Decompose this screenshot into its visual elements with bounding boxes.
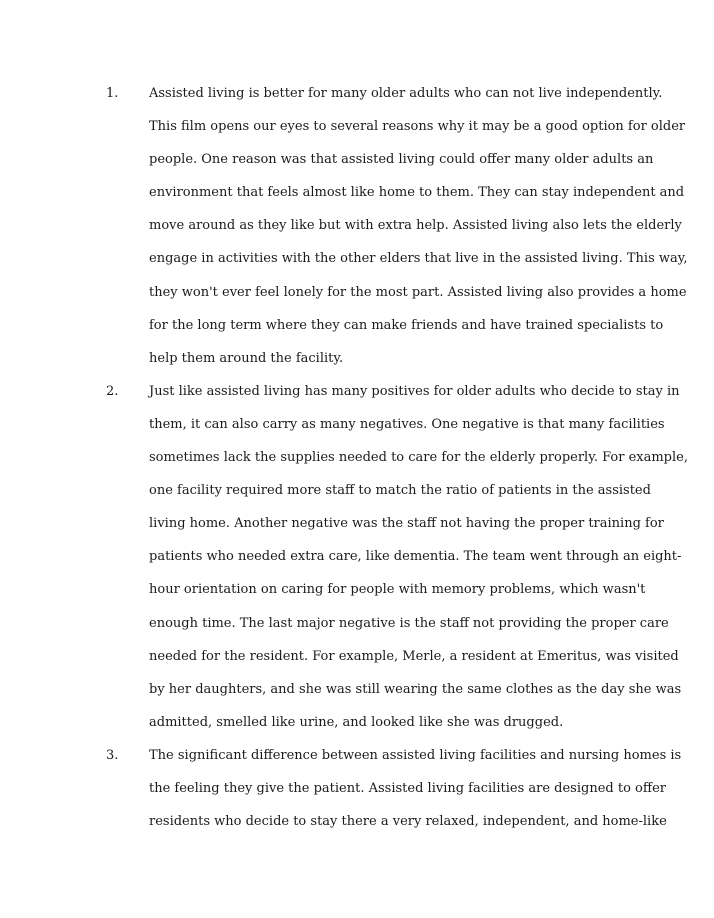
text-line: by her daughters, and she was still wearing the same clothes as the day she was (149, 681, 682, 697)
text-line: move around as they like but with extra help. Assisted living also lets the elderly (149, 218, 682, 234)
list-item-2 (0, 375, 714, 739)
text-line: them, it can also carry as many negatives. One negative is that many facilities (149, 416, 665, 432)
text-line: people. One reason was that assisted living could offer many older adults an (149, 152, 654, 168)
text-line: for the long term where they can make friends and have trained specialists to (149, 317, 664, 333)
text-line: residents who decide to stay there a very relaxed, independent, and home-like (149, 814, 667, 830)
text-line: living home. Another negative was the staff not having the proper training for (149, 516, 664, 532)
text-line: This film opens our eyes to several reasons why it may be a good option for older (149, 119, 686, 135)
text-line: they won't ever feel lonely for the most part. Assisted living also provides a home (149, 284, 687, 300)
text-line: enough time. The last major negative is the staff not providing the proper care (149, 615, 669, 631)
text-line: one facility required more staff to match the ratio of patients in the assisted (149, 483, 651, 499)
text-line: environment that feels almost like home to them. They can stay independent and (149, 185, 685, 201)
list-number: 1. (106, 86, 119, 101)
text-line: sometimes lack the supplies needed to care for the elderly properly. For example, (149, 450, 688, 466)
text-line: help them around the facility. (149, 350, 344, 366)
text-line: The significant difference between assisted living facilities and nursing homes is (149, 747, 682, 763)
numbered-list (0, 77, 714, 838)
text-line: needed for the resident. For example, Merle, a resident at Emeritus, was visited (149, 648, 679, 664)
text-line: Assisted living is better for many older adults who can not live independently. (149, 86, 663, 101)
text-line: patients who needed extra care, like dementia. The team went through an eight- (149, 549, 682, 565)
text-line: the feeling they give the patient. Assisted living facilities are designed to offer (149, 780, 667, 796)
list-item-3 (0, 739, 714, 838)
list-item-1 (0, 77, 714, 375)
text-line: hour orientation on caring for people with memory problems, which wasn't (149, 582, 646, 598)
list-number: 3. (106, 747, 119, 763)
text-line: engage in activities with the other elders that live in the assisted living. This way, (149, 251, 688, 267)
text-line: Just like assisted living has many positives for older adults who decide to stay in (149, 383, 680, 399)
list-number: 2. (106, 383, 119, 399)
text-line: admitted, smelled like urine, and looked like she was drugged. (149, 714, 564, 730)
